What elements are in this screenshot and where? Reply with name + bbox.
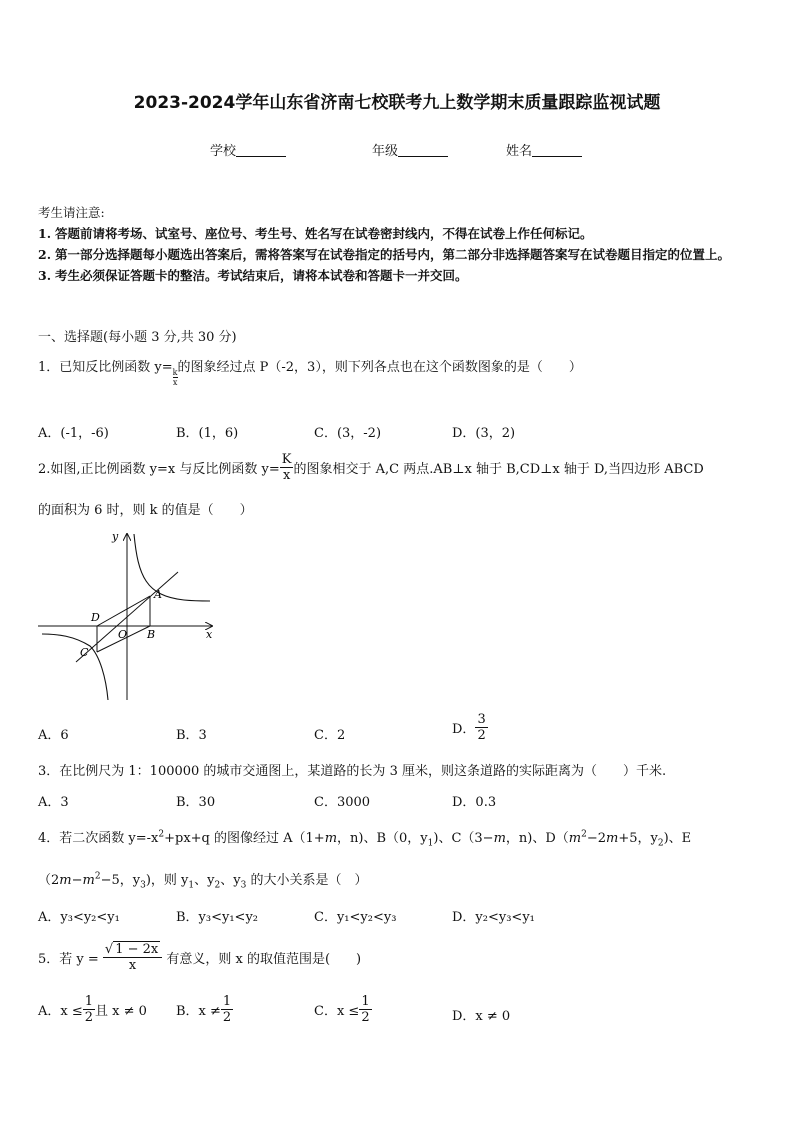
name-field[interactable] — [506, 140, 582, 159]
q1-fraction: $\frac{k}{x}$ — [172, 368, 178, 387]
segment-ad — [97, 596, 150, 626]
q4-option-b[interactable]: B．y₃<y₁<y₂ — [176, 910, 259, 925]
q4-option-a[interactable]: A．y₃<y₂<y₁ — [38, 910, 120, 925]
notes-heading: 考生请注意: — [38, 205, 105, 220]
note-2: 2. 第一部分选择题每小题选出答案后，需将答案写在试卷指定的括号内，第二部分非选择题答案写在试卷题目指定的位置上。 — [38, 247, 731, 262]
school-label: 学校 — [210, 144, 237, 159]
label-y: y — [112, 530, 119, 543]
name-blank — [532, 144, 582, 157]
note-3: 3. 考生必须保证答题卡的整洁。考试结束后，请将本试卷和答题卡一并交回。 — [38, 268, 468, 283]
question-4: 4．若二次函数 $y=-x^2+px+q$ 的图像经过 A（1+m，n)、B（0，$y_1$)、C（3−m，n)、$D(m^2-2m+5$，$y_2$)、E — [38, 829, 692, 849]
grade-field[interactable] — [372, 140, 448, 159]
q2-d-fraction: $\frac{3}{2}$ — [477, 712, 486, 743]
question-3: 3．在比例尺为 1：100000 的城市交通图上，某道路的长为 3 厘米，则这条道路的实际距离为（ ）千米. — [38, 764, 667, 779]
grade-blank — [398, 144, 448, 157]
q2-option-a[interactable]: A．6 — [38, 728, 69, 743]
question-5: 5．若 y = $\frac{√ 1 - 2x}{x}$ 有意义，则 x 的取值范围是( ) — [38, 942, 362, 973]
q5-option-a[interactable]: A．x ≤ $\frac{1}{2}$ 且 x ≠ 0 — [38, 994, 147, 1025]
section-heading: 一、选择题(每小题 3 分,共 30 分) — [38, 330, 237, 345]
label-c: C — [80, 646, 89, 659]
page-title: 2023-2024学年山东省济南七校联考九上数学期末质量跟踪监视试题 — [133, 93, 661, 113]
school-blank — [236, 144, 286, 157]
q4-option-d[interactable]: D．y₂<y₃<y₁ — [452, 910, 535, 925]
q2-graph — [34, 528, 224, 704]
q2-option-b[interactable]: B．3 — [176, 728, 207, 743]
q2-option-c[interactable]: C．2 — [314, 728, 346, 743]
label-o: O — [118, 628, 128, 641]
hyperbola-branch-2 — [42, 634, 108, 700]
label-d: D — [91, 611, 100, 624]
q3-option-a[interactable]: A．3 — [38, 795, 69, 810]
name-label: 姓名 — [506, 144, 533, 159]
q3-option-b[interactable]: B．30 — [176, 795, 216, 810]
label-a: A — [154, 588, 162, 601]
hyperbola-branch-1 — [134, 534, 210, 601]
q2-option-d[interactable]: D． $\frac{3}{2}$ — [452, 712, 486, 743]
label-x: x — [206, 628, 213, 641]
grade-label: 年级 — [372, 144, 399, 159]
q1-option-d[interactable]: D．(3，2) — [452, 426, 516, 441]
q5-option-b[interactable]: B．x ≠ $\frac{1}{2}$ — [176, 994, 232, 1025]
question-2: 2.如图,正比例函数 y=x 与反比例函数 y= $\frac{K}{x}$ 的图象相交于 A,C 两点.AB⊥x 轴于 B,CD⊥x 轴于 D,当四边形 ABCD — [38, 452, 704, 483]
q5-option-c[interactable]: C．x ≤ $\frac{1}{2}$ — [314, 994, 370, 1025]
question-1: 1．已知反比例函数 y= $\frac{k}{x}$ 的图象经过点 P（-2，3），则下列各点也在这个函数图象的是（ ） — [38, 360, 582, 387]
q3-option-d[interactable]: D．0.3 — [452, 795, 497, 810]
exam-notes — [38, 202, 763, 286]
q1-option-a[interactable]: A．(-1，-6) — [38, 426, 109, 441]
q1-option-b[interactable]: B．(1，6) — [176, 426, 239, 441]
school-field[interactable] — [210, 140, 286, 159]
q2-fraction: $\frac{K}{x}$ — [281, 452, 292, 483]
question-4-line2: （$2m-m^2-5$，$y_3$)，则 $y_1$、$y_2$、$y_3$ 的大小关系是（ ） — [38, 871, 368, 891]
q5-radical-fraction: $\frac{√ 1 - 2x}{x}$ — [103, 942, 162, 973]
q4-option-c[interactable]: C．y₁<y₂<y₃ — [314, 910, 397, 925]
note-1: 1. 答题前请将考场、试室号、座位号、考生号、姓名写在试卷密封线内，不得在试卷上作任何标记。 — [38, 226, 593, 241]
q1-option-c[interactable]: C．(3，-2) — [314, 426, 382, 441]
label-b: B — [147, 628, 156, 641]
question-2-line2: 的面积为 6 时，则 k 的值是（ ） — [38, 503, 253, 518]
q3-option-c[interactable]: C．3000 — [314, 795, 371, 810]
q5-option-d[interactable]: D．x ≠ 0 — [452, 1009, 511, 1024]
